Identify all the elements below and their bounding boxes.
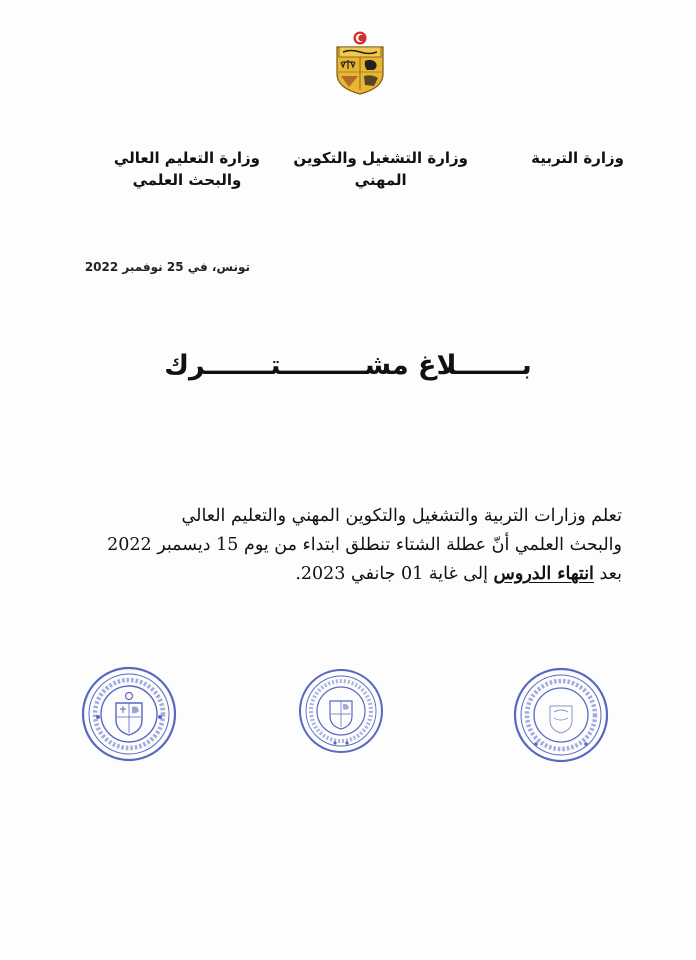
announcement-body <box>86 502 622 589</box>
body-line-3 <box>86 560 622 589</box>
ministry-education-header <box>531 147 624 169</box>
ministry-higher-education-line2: والبحث العلمي <box>132 171 242 189</box>
body-line-3-suffix: إلى غاية 01 جانفي 2023. <box>295 564 494 584</box>
document-date: تونس، في 25 نوفمبر 2022 <box>84 260 250 274</box>
employment-ministry-stamp-icon <box>297 667 385 755</box>
ministry-higher-education-line1: وزارة التعليم العالي <box>113 149 260 167</box>
ministry-employment-header <box>293 147 468 191</box>
ministry-education-line1: وزارة التربية <box>531 149 624 167</box>
ministry-employment-line2: المهني <box>354 171 407 189</box>
body-line-2: والبحث العلمي أنّ عطلة الشتاء تنطلق ابتداء من يوم 15 ديسمبر 2022 <box>107 535 622 555</box>
ministry-higher-education-header <box>114 147 260 191</box>
body-line-1: تعلم وزارات التربية والتشغيل والتكوين المهني والتعليم العالي <box>181 506 622 526</box>
document-title: بـــــــلاغ مشـــــــــتـــــــرك <box>164 350 532 381</box>
end-of-classes-emphasis: انتهاء الدروس <box>493 564 594 584</box>
body-line-3-prefix: بعد <box>593 564 622 584</box>
education-ministry-stamp-icon <box>512 666 610 764</box>
ministry-employment-line1: وزارة التشغيل والتكوين <box>293 149 468 167</box>
tunisia-coat-of-arms-icon <box>331 30 389 96</box>
higher-education-ministry-stamp-icon <box>80 665 178 763</box>
